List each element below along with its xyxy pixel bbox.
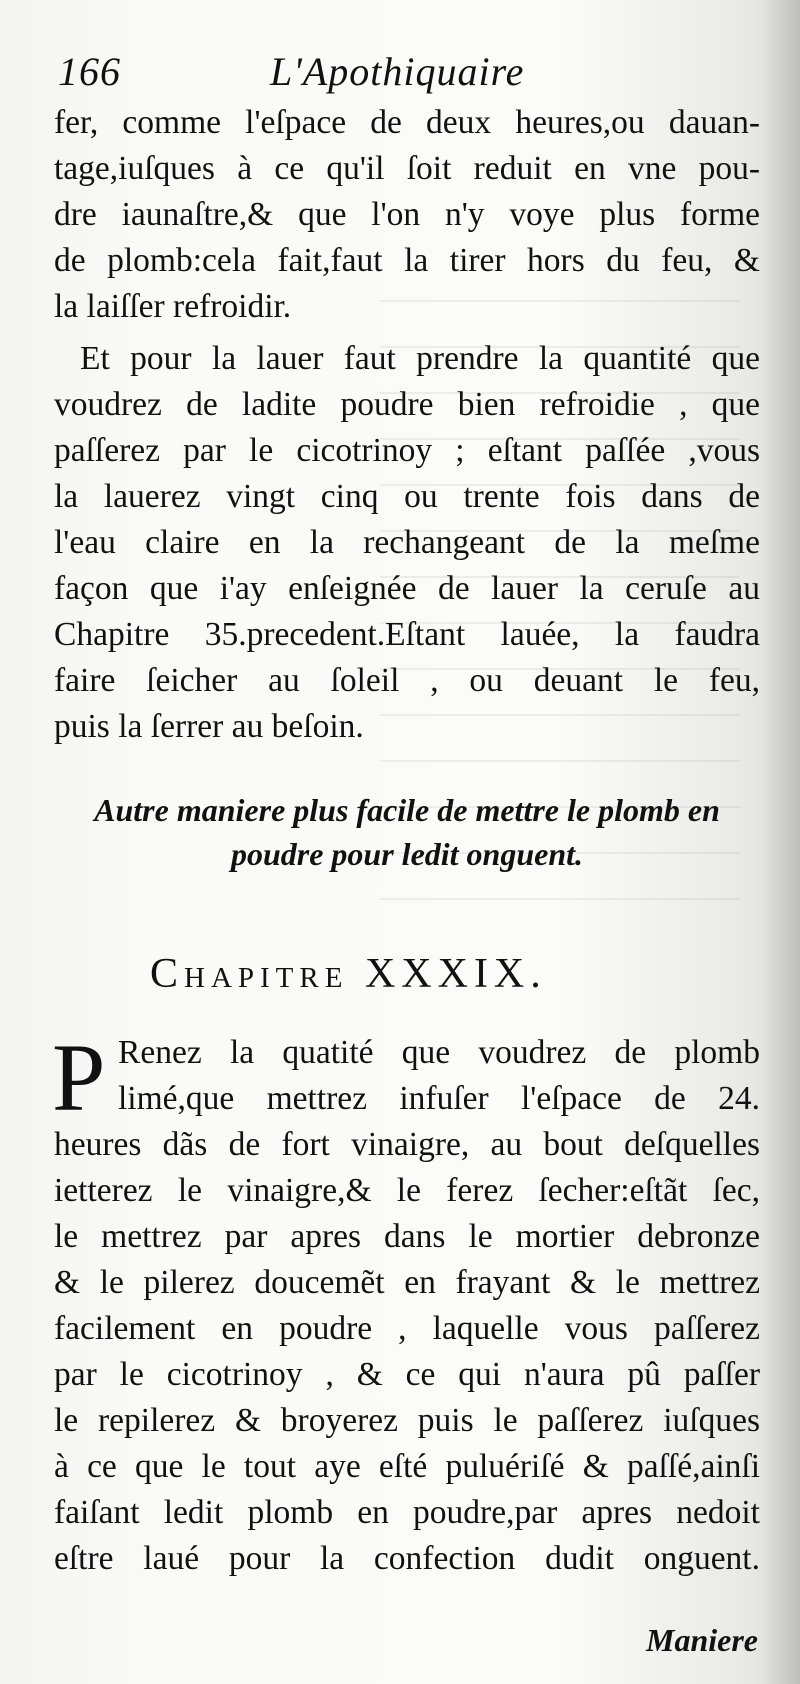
text-line: facilement en poudre , laquelle vous paſſerez: [54, 1310, 760, 1347]
text-line: fer, comme l'eſpace de deux heures,ou dauan-: [54, 104, 760, 141]
text-line: le repilerez & broyerez puis le paſſerez iuſques: [54, 1402, 760, 1439]
text-line: la lauerez vingt cinq ou trente fois dans de: [54, 478, 760, 515]
page-header: [58, 48, 758, 98]
drop-cap: P: [52, 1024, 106, 1131]
text-line: la laiſſer refroidir.: [54, 288, 292, 325]
text-line: eſtre laué pour la confection dudit onguent.: [54, 1540, 760, 1577]
text-line: de plomb:cela fait,faut la tirer hors du feu, &: [54, 242, 760, 279]
text-line: faiſant ledit plomb en poudre,par apres nedoit: [54, 1494, 760, 1531]
text-line: par le cicotrinoy , & ce qui n'aura pû paſſer: [54, 1356, 760, 1393]
running-title: L'Apothiquaire: [270, 49, 525, 94]
text-line: façon que i'ay enſeignée de lauer la ceruſe au: [54, 570, 760, 607]
section-subheading: [54, 788, 760, 876]
subheading-line: Autre maniere plus facile de mettre le plomb en: [94, 792, 720, 828]
subheading-line: poudre pour ledit onguent.: [230, 836, 584, 872]
text-line: voudrez de ladite poudre bien refroidie , que: [54, 386, 760, 423]
text-line: le mettrez par apres dans le mortier debronze: [54, 1218, 760, 1255]
text-line: Et pour la lauer faut prendre la quantité que: [80, 340, 760, 377]
text-line: limé,que mettrez infuſer l'eſpace de 24.: [118, 1080, 760, 1117]
text-line: Chapitre 35.precedent.Eſtant lauée, la faudra: [54, 616, 760, 653]
text-line: Renez la quatité que voudrez de plomb: [118, 1034, 760, 1071]
text-line: tage,iuſques à ce qu'il ſoit reduit en vne pou-: [54, 150, 760, 187]
page-edge-shadow: [760, 0, 800, 1684]
paragraph-washing: [54, 336, 760, 750]
text-line: & le pilerez doucemẽt en frayant & le mettrez: [54, 1264, 760, 1301]
text-line: dre iaunaſtre,& que l'on n'y voye plus forme: [54, 196, 760, 233]
chapter-heading: Chapitre XXXIX.: [150, 951, 547, 997]
text-line: ietterez le vinaigre,& le ferez ſecher:eſtãt ſec,: [54, 1172, 760, 1209]
catchword: Maniere: [646, 1622, 758, 1658]
paragraph-continued: [54, 100, 760, 330]
text-line: l'eau claire en la rechangeant de la meſme: [54, 524, 760, 561]
text-line: heures dãs de fort vinaigre, au bout deſquelles: [54, 1126, 760, 1163]
paragraph-chapter-body: [52, 1024, 760, 1582]
text-line: puis la ſerrer au beſoin.: [54, 708, 364, 745]
text-line: faire ſeicher au ſoleil , ou deuant le feu,: [54, 662, 760, 699]
text-line: paſſerez par le cicotrinoy ; eſtant paſſée ,vous: [54, 432, 760, 469]
text-line: à ce que le tout aye eſté puluériſé & paſſé,ainſi: [54, 1448, 760, 1485]
page-number: 166: [58, 49, 121, 94]
